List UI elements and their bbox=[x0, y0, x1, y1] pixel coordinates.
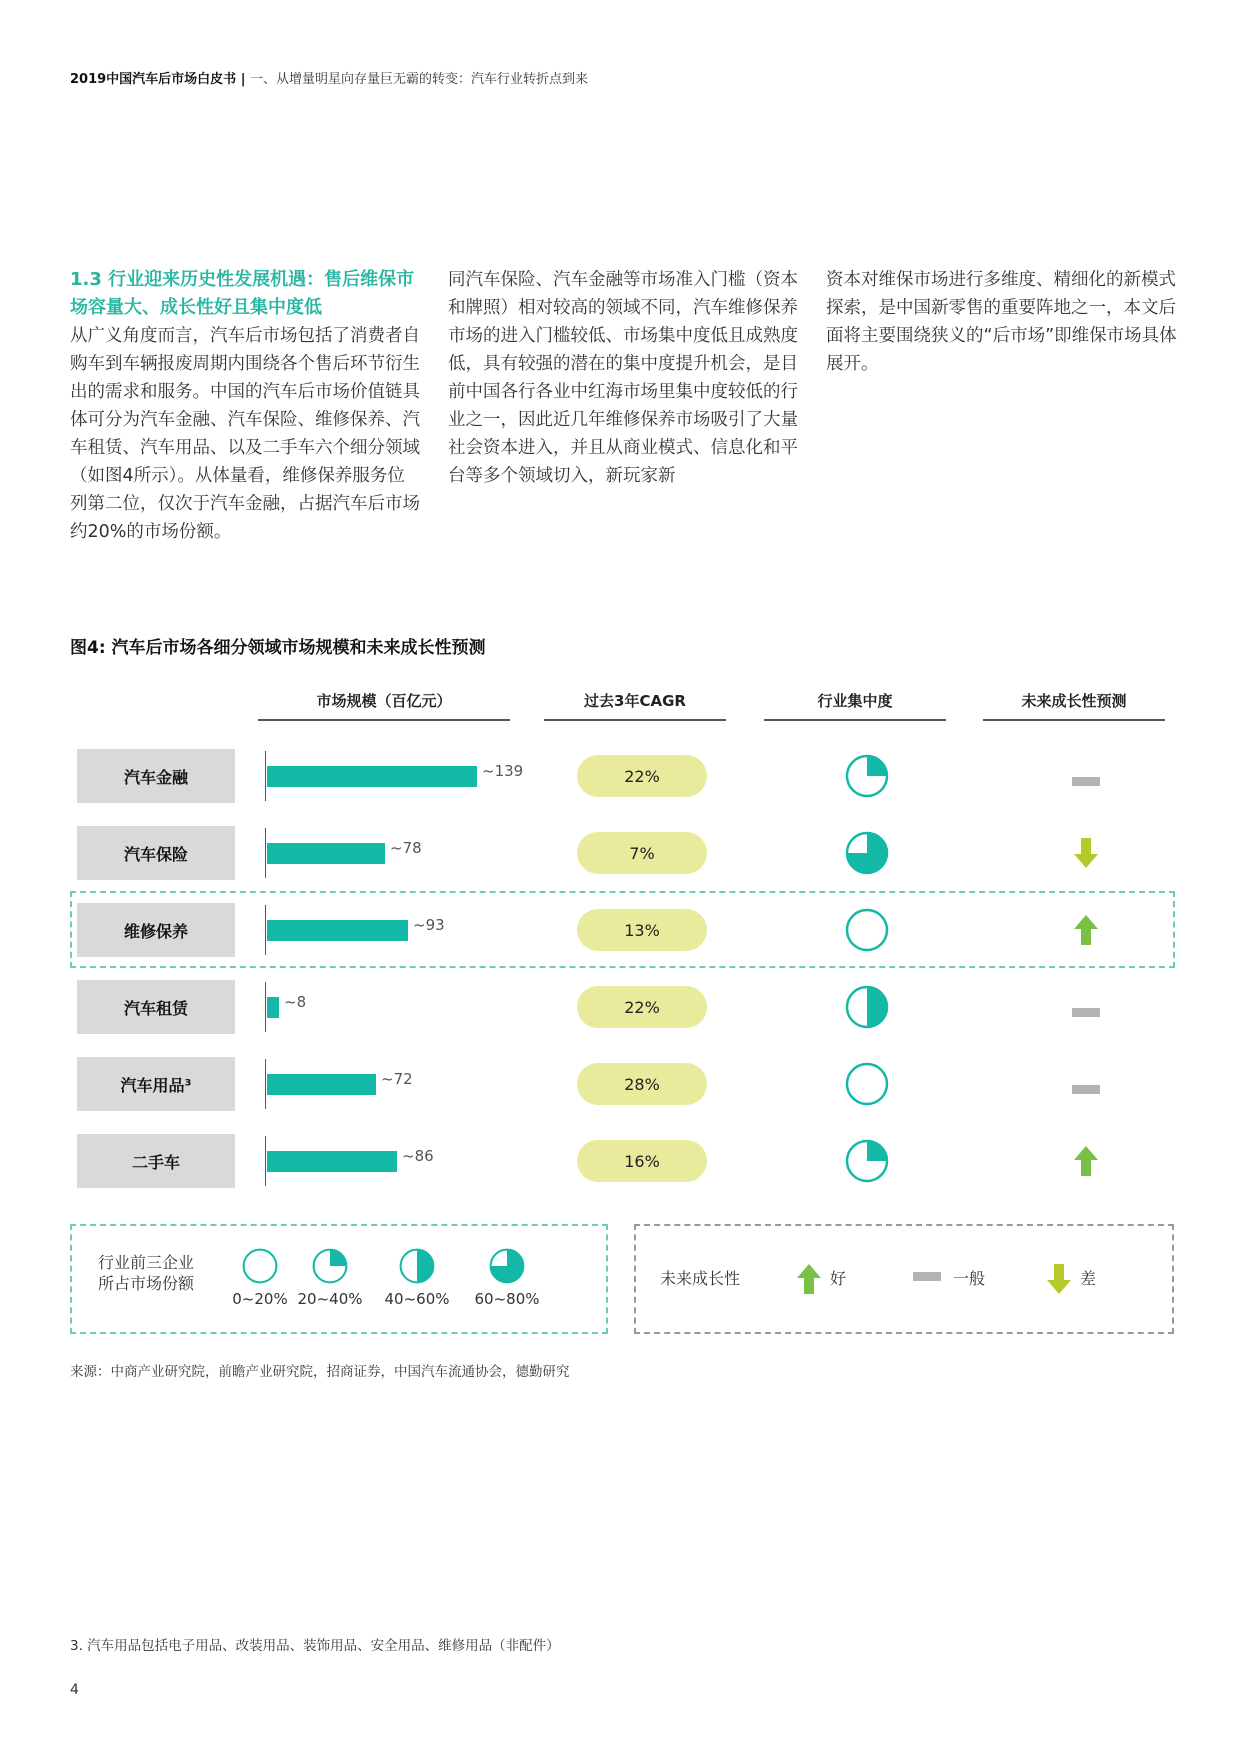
header-subtitle: 一、从增量明星向存量巨无霸的转变：汽车行业转折点到来 bbox=[250, 72, 589, 87]
growth-cell bbox=[1073, 913, 1099, 951]
text-column-2 bbox=[448, 266, 800, 490]
bar-axis bbox=[265, 1136, 266, 1186]
text-column-3 bbox=[826, 266, 1178, 378]
legend-level-label: 60~80% bbox=[474, 1290, 540, 1308]
up-arrow-icon bbox=[1073, 1144, 1099, 1178]
legend-concentration bbox=[70, 1224, 608, 1334]
market-size-bar bbox=[267, 843, 385, 864]
cagr-pill: 16% bbox=[577, 1140, 707, 1182]
column-header-concentration: 行业集中度 bbox=[817, 692, 893, 710]
bar-axis bbox=[265, 905, 266, 955]
concentration-cell bbox=[845, 1062, 889, 1110]
concentration-pie-icon bbox=[845, 831, 889, 875]
header-separator: | bbox=[236, 72, 250, 87]
header-title: 2019中国汽车后市场白皮书 bbox=[70, 72, 237, 87]
column-header-underline bbox=[544, 719, 726, 721]
growth-cell bbox=[1073, 836, 1099, 874]
source-note: 来源：中商产业研究院，前瞻产业研究院，招商证券，中国汽车流通协会，德勤研究 bbox=[70, 1364, 570, 1380]
legend-concentration-label: 行业前三企业所占市场份额 bbox=[98, 1253, 195, 1293]
concentration-pie-icon bbox=[399, 1248, 435, 1284]
legend-growth-label: 未来成长性 bbox=[660, 1269, 741, 1288]
growth-cell bbox=[1072, 1003, 1100, 1022]
concentration-pie-icon bbox=[845, 908, 889, 952]
column-header-underline bbox=[258, 719, 510, 721]
legend-level-label: 40~60% bbox=[384, 1290, 450, 1308]
row-label: 二手车 bbox=[77, 1134, 235, 1188]
cagr-pill: 28% bbox=[577, 1063, 707, 1105]
market-size-value: ~86 bbox=[402, 1147, 434, 1165]
flat-bar-icon bbox=[1072, 1008, 1100, 1018]
row-label: 汽车租赁 bbox=[77, 980, 235, 1034]
legend-growth bbox=[634, 1224, 1174, 1334]
market-size-bar bbox=[267, 920, 408, 941]
bar-axis bbox=[265, 1059, 266, 1109]
page-header bbox=[70, 68, 588, 87]
cagr-pill: 22% bbox=[577, 986, 707, 1028]
market-size-value: ~93 bbox=[413, 916, 445, 934]
legend-level-pie bbox=[312, 1248, 348, 1288]
concentration-pie-icon bbox=[489, 1248, 525, 1284]
growth-cell bbox=[1072, 1080, 1100, 1099]
section-title: 1.3 行业迎来历史性发展机遇：售后维保市场容量大、成长性好且集中度低 bbox=[70, 269, 415, 318]
legend-level-pie bbox=[399, 1248, 435, 1288]
market-size-bar bbox=[267, 997, 279, 1018]
growth-cell bbox=[1072, 772, 1100, 791]
page-number: 4 bbox=[70, 1682, 79, 1698]
growth-cell bbox=[1073, 1144, 1099, 1182]
legend-level-pie bbox=[489, 1248, 525, 1288]
legend-level-pie bbox=[242, 1248, 278, 1288]
cagr-pill: 7% bbox=[577, 832, 707, 874]
down-arrow-icon bbox=[1046, 1262, 1072, 1296]
concentration-cell bbox=[845, 985, 889, 1033]
column-header-growth: 未来成长性预测 bbox=[1021, 692, 1127, 710]
bar-axis bbox=[265, 751, 266, 801]
flat-bar-icon bbox=[1072, 777, 1100, 787]
market-size-value: ~72 bbox=[381, 1070, 413, 1088]
paragraph-2: 同汽车保险、汽车金融等市场准入门槛（资本和牌照）相对较高的领域不同，汽车维修保养市场的进入门槛较低、市场集中度低且成熟度低，具有较强的潜在的集中度提升机会，是目前中国各行各业中红海市场里集中度较低的行业之一，因此近几年维修保养市场吸引了大量社会资本进入，并且从商业模式、信息化和平台等多个领域切入，新玩家新 bbox=[448, 270, 798, 486]
market-size-bar bbox=[267, 766, 477, 787]
concentration-pie-icon bbox=[242, 1248, 278, 1284]
up-arrow-icon bbox=[796, 1262, 822, 1296]
row-label: 汽车用品³ bbox=[77, 1057, 235, 1111]
figure-title: 图4: 汽车后市场各细分领域市场规模和未来成长性预测 bbox=[70, 638, 486, 658]
concentration-pie-icon bbox=[845, 1062, 889, 1106]
concentration-cell bbox=[845, 754, 889, 802]
concentration-cell bbox=[845, 831, 889, 879]
column-header-underline bbox=[764, 719, 946, 721]
flat-bar-icon bbox=[1072, 1085, 1100, 1095]
row-label: 汽车金融 bbox=[77, 749, 235, 803]
market-size-value: ~139 bbox=[482, 762, 524, 780]
legend-growth-average: 一般 bbox=[953, 1269, 986, 1288]
bar-axis bbox=[265, 828, 266, 878]
concentration-pie-icon bbox=[845, 985, 889, 1029]
row-label: 维修保养 bbox=[77, 903, 235, 957]
market-size-bar bbox=[267, 1151, 397, 1172]
footnote: 3. 汽车用品包括电子用品、改装用品、装饰用品、安全用品、维修用品（非配件） bbox=[70, 1638, 560, 1654]
column-header-cagr: 过去3年CAGR bbox=[584, 692, 686, 710]
concentration-pie-icon bbox=[845, 754, 889, 798]
bar-axis bbox=[265, 982, 266, 1032]
market-size-value: ~78 bbox=[390, 839, 422, 857]
cagr-pill: 22% bbox=[577, 755, 707, 797]
row-label: 汽车保险 bbox=[77, 826, 235, 880]
legend-growth-good: 好 bbox=[830, 1269, 847, 1288]
concentration-cell bbox=[845, 1139, 889, 1187]
concentration-pie-icon bbox=[845, 1139, 889, 1183]
concentration-pie-icon bbox=[312, 1248, 348, 1284]
text-column-1 bbox=[70, 266, 422, 546]
flat-bar-icon bbox=[913, 1272, 941, 1282]
market-size-value: ~8 bbox=[284, 993, 307, 1011]
concentration-cell bbox=[845, 908, 889, 956]
legend-growth-poor: 差 bbox=[1080, 1269, 1097, 1288]
legend-level-label: 20~40% bbox=[297, 1290, 363, 1308]
legend-level-label: 0~20% bbox=[232, 1290, 288, 1308]
column-header-underline bbox=[983, 719, 1165, 721]
market-size-bar bbox=[267, 1074, 376, 1095]
cagr-pill: 13% bbox=[577, 909, 707, 951]
paragraph-1: 从广义角度而言，汽车后市场包括了消费者自购车到车辆报废周期内围绕各个售后环节衍生出的需求和服务。中国的汽车后市场价值链具体可分为汽车金融、汽车保险、维修保养、汽车租赁、汽车用品、以及二手车六个细分领域（如图4所示）。从体量看，维修保养服务位列第二位，仅次于汽车金融，占据汽车后市场约20%的市场份额。 bbox=[70, 326, 420, 542]
up-arrow-icon bbox=[1073, 913, 1099, 947]
down-arrow-icon bbox=[1073, 836, 1099, 870]
paragraph-3: 资本对维保市场进行多维度、精细化的新模式探索，是中国新零售的重要阵地之一，本文后面将主要围绕狭义的“后市场”即维保市场具体展开。 bbox=[826, 270, 1177, 374]
column-header-size: 市场规模（百亿元） bbox=[316, 692, 452, 710]
